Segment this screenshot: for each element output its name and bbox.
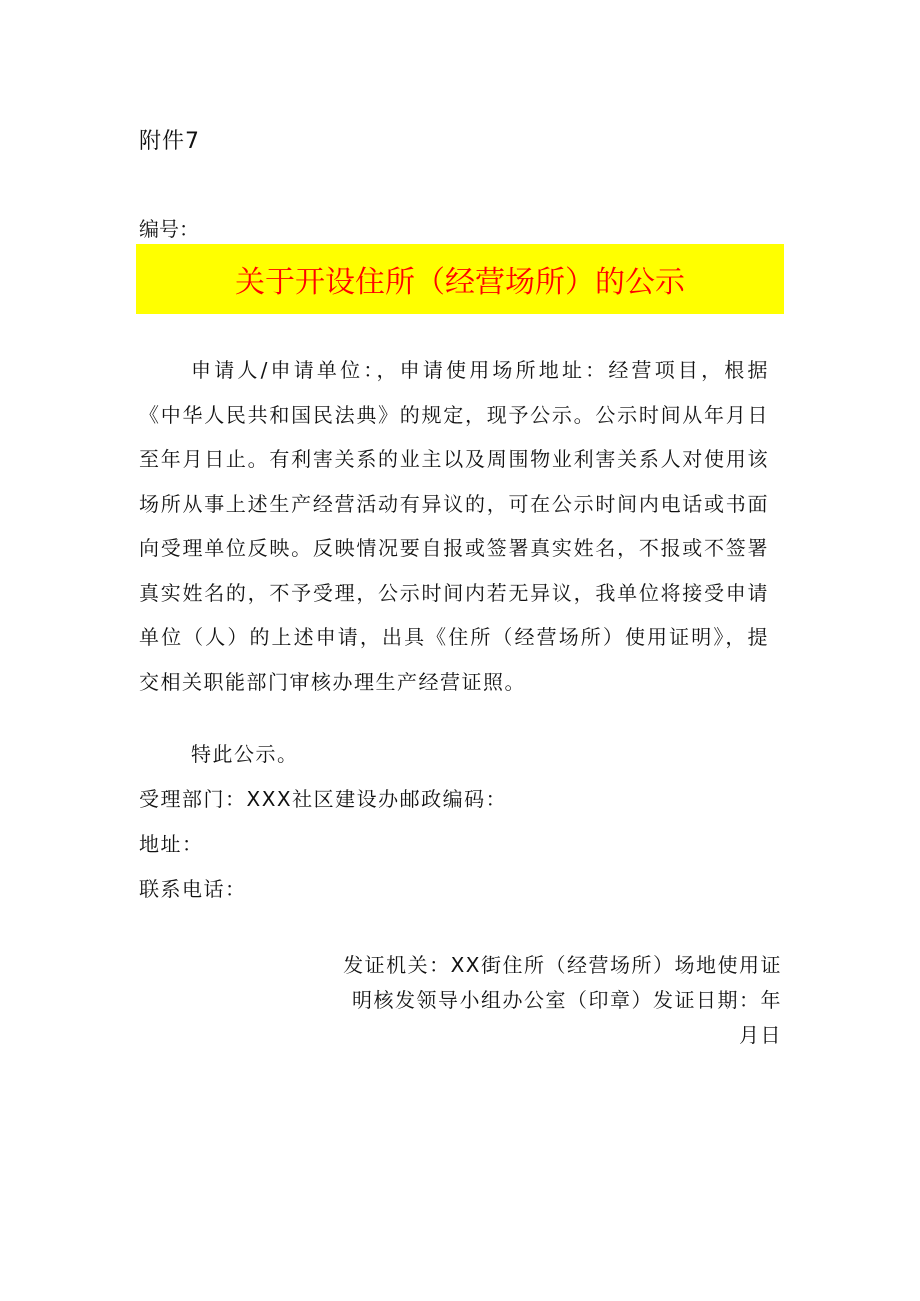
announcement-paragraph: 申请人/申请单位：，申请使用场所地址：经营项目，根据《中华人民共和国民法典》的规定，现予公示。公示时间从年月日至年月日止。有利害关系的业主以及周围物业利害关系人对使用该场所从事上述生产经营活动有异议的，可在公示时间内电话或书面向受理单位反映。反映情况要自报或签署真实姓名，不报或不签署真实姓名的，不予受理，公示时间内若无异议，我单位将接受申请单位（人）的上述申请，出具《住所（经营场所）使用证明》，提交相关职能部门审核办理生产经营证照。 xyxy=(139,358,769,694)
title-highlight xyxy=(136,244,784,314)
contact-phone-field: 联系电话： xyxy=(139,877,247,901)
issuing-authority: 发证机关：XX街住所（经营场所）场地使用证明核发领导小组办公室（印章）发证日期：年月日 xyxy=(343,953,782,1047)
attachment-label: 附件7 xyxy=(139,129,200,154)
number-label: 编号： xyxy=(139,217,199,241)
receiving-department: 受理部门：XXX社区建设办邮政编码： xyxy=(139,787,508,811)
closing-line: 特此公示。 xyxy=(191,742,299,766)
address-field: 地址： xyxy=(139,832,204,856)
document-title: 关于开设住所（经营场所）的公示 xyxy=(235,265,685,300)
